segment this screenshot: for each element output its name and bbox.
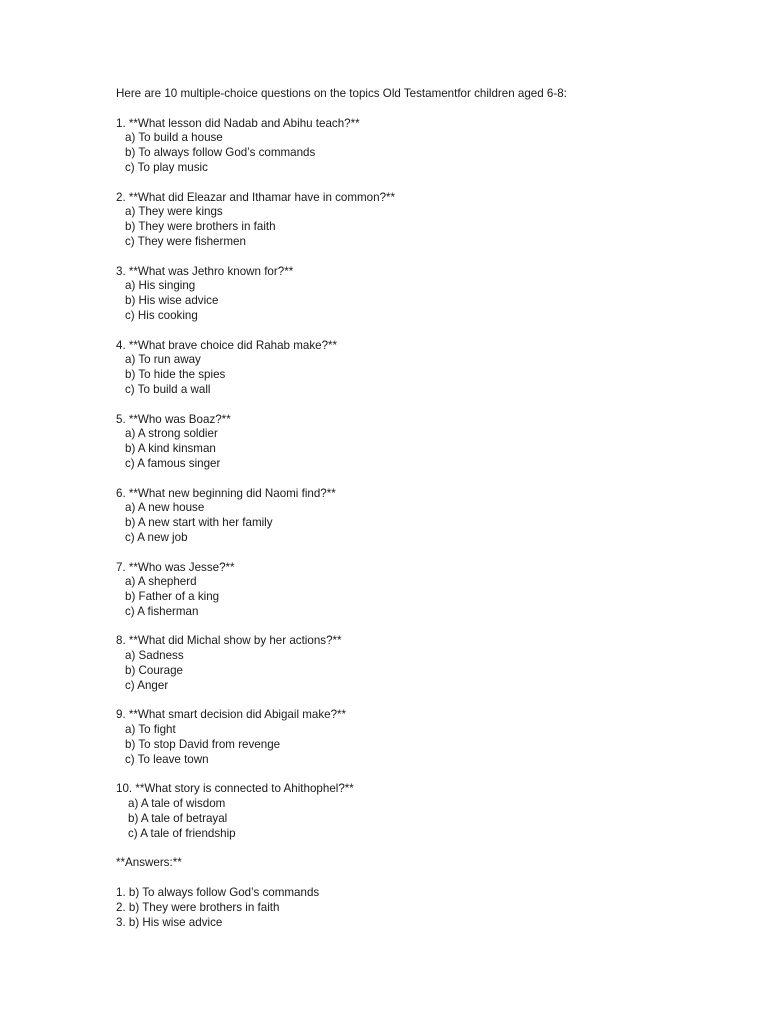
question-3: 3. **What was Jethro known for?** bbox=[116, 264, 294, 278]
spacer bbox=[116, 324, 716, 339]
q4-option-b: b) To hide the spies bbox=[125, 368, 226, 382]
q10-option-b: b) A tale of betrayal bbox=[128, 812, 228, 826]
question-9: 9. **What smart decision did Abigail make?** bbox=[116, 708, 347, 722]
q1-option-b: b) To always follow God’s commands bbox=[125, 146, 316, 160]
question-8: 8. **What did Michal show by her actions?** bbox=[116, 634, 342, 648]
q3-option-a: a) His singing bbox=[125, 279, 196, 293]
q6-option-c: c) A new job bbox=[125, 530, 188, 544]
question-7: 7. **Who was Jesse?** bbox=[116, 560, 235, 574]
q2-option-c: c) They were fishermen bbox=[125, 234, 246, 248]
q3-option-b: b) His wise advice bbox=[125, 294, 219, 308]
spacer bbox=[116, 620, 716, 635]
q8-option-c: c) Anger bbox=[125, 678, 169, 692]
q7-option-a: a) A shepherd bbox=[125, 575, 197, 589]
q8-option-b: b) Courage bbox=[125, 664, 184, 678]
q4-option-c: c) To build a wall bbox=[125, 382, 211, 396]
document-body bbox=[116, 87, 716, 930]
q3-option-c: c) His cooking bbox=[125, 308, 198, 322]
question-4: 4. **What brave choice did Rahab make?** bbox=[116, 338, 338, 352]
spacer bbox=[116, 768, 716, 783]
question-1: 1. **What lesson did Nadab and Abihu teach?** bbox=[116, 116, 360, 130]
q2-option-b: b) They were brothers in faith bbox=[125, 220, 276, 234]
spacer bbox=[116, 250, 716, 265]
q1-option-c: c) To play music bbox=[125, 160, 208, 174]
question-6: 6. **What new beginning did Naomi find?** bbox=[116, 486, 336, 500]
q5-option-a: a) A strong soldier bbox=[125, 427, 218, 441]
q6-option-a: a) A new house bbox=[125, 501, 205, 515]
q9-option-c: c) To leave town bbox=[125, 752, 209, 766]
q10-option-a: a) A tale of wisdom bbox=[128, 797, 226, 811]
q7-option-c: c) A fisherman bbox=[125, 604, 199, 618]
q10-option-c: c) A tale of friendship bbox=[128, 826, 236, 840]
q4-option-a: a) To run away bbox=[125, 353, 201, 367]
q1-option-a: a) To build a house bbox=[125, 131, 223, 145]
spacer bbox=[116, 398, 716, 413]
q9-option-a: a) To fight bbox=[125, 723, 176, 737]
q5-option-c: c) A famous singer bbox=[125, 456, 221, 470]
intro-text: Here are 10 multiple-choice questions on the topics Old Testamentfor children aged 6-8: bbox=[116, 87, 567, 100]
spacer bbox=[116, 102, 716, 117]
q6-option-b: b) A new start with her family bbox=[125, 516, 273, 530]
spacer bbox=[116, 176, 716, 191]
question-2: 2. **What did Eleazar and Ithamar have in common?** bbox=[116, 190, 396, 204]
q7-option-b: b) Father of a king bbox=[125, 590, 220, 604]
answer-2: 2. b) They were brothers in faith bbox=[116, 900, 280, 914]
spacer bbox=[116, 694, 716, 709]
spacer bbox=[116, 871, 716, 886]
answer-3: 3. b) His wise advice bbox=[116, 915, 223, 929]
q8-option-a: a) Sadness bbox=[125, 649, 184, 663]
spacer bbox=[116, 472, 716, 487]
q2-option-a: a) They were kings bbox=[125, 205, 223, 219]
answers-heading: **Answers:** bbox=[116, 856, 182, 870]
spacer bbox=[116, 842, 716, 857]
q9-option-b: b) To stop David from revenge bbox=[125, 738, 281, 752]
spacer bbox=[116, 546, 716, 561]
question-5: 5. **Who was Boaz?** bbox=[116, 412, 231, 426]
question-10: 10. **What story is connected to Ahithophel?** bbox=[116, 782, 354, 796]
answer-1: 1. b) To always follow God’s commands bbox=[116, 886, 320, 900]
q5-option-b: b) A kind kinsman bbox=[125, 442, 216, 456]
